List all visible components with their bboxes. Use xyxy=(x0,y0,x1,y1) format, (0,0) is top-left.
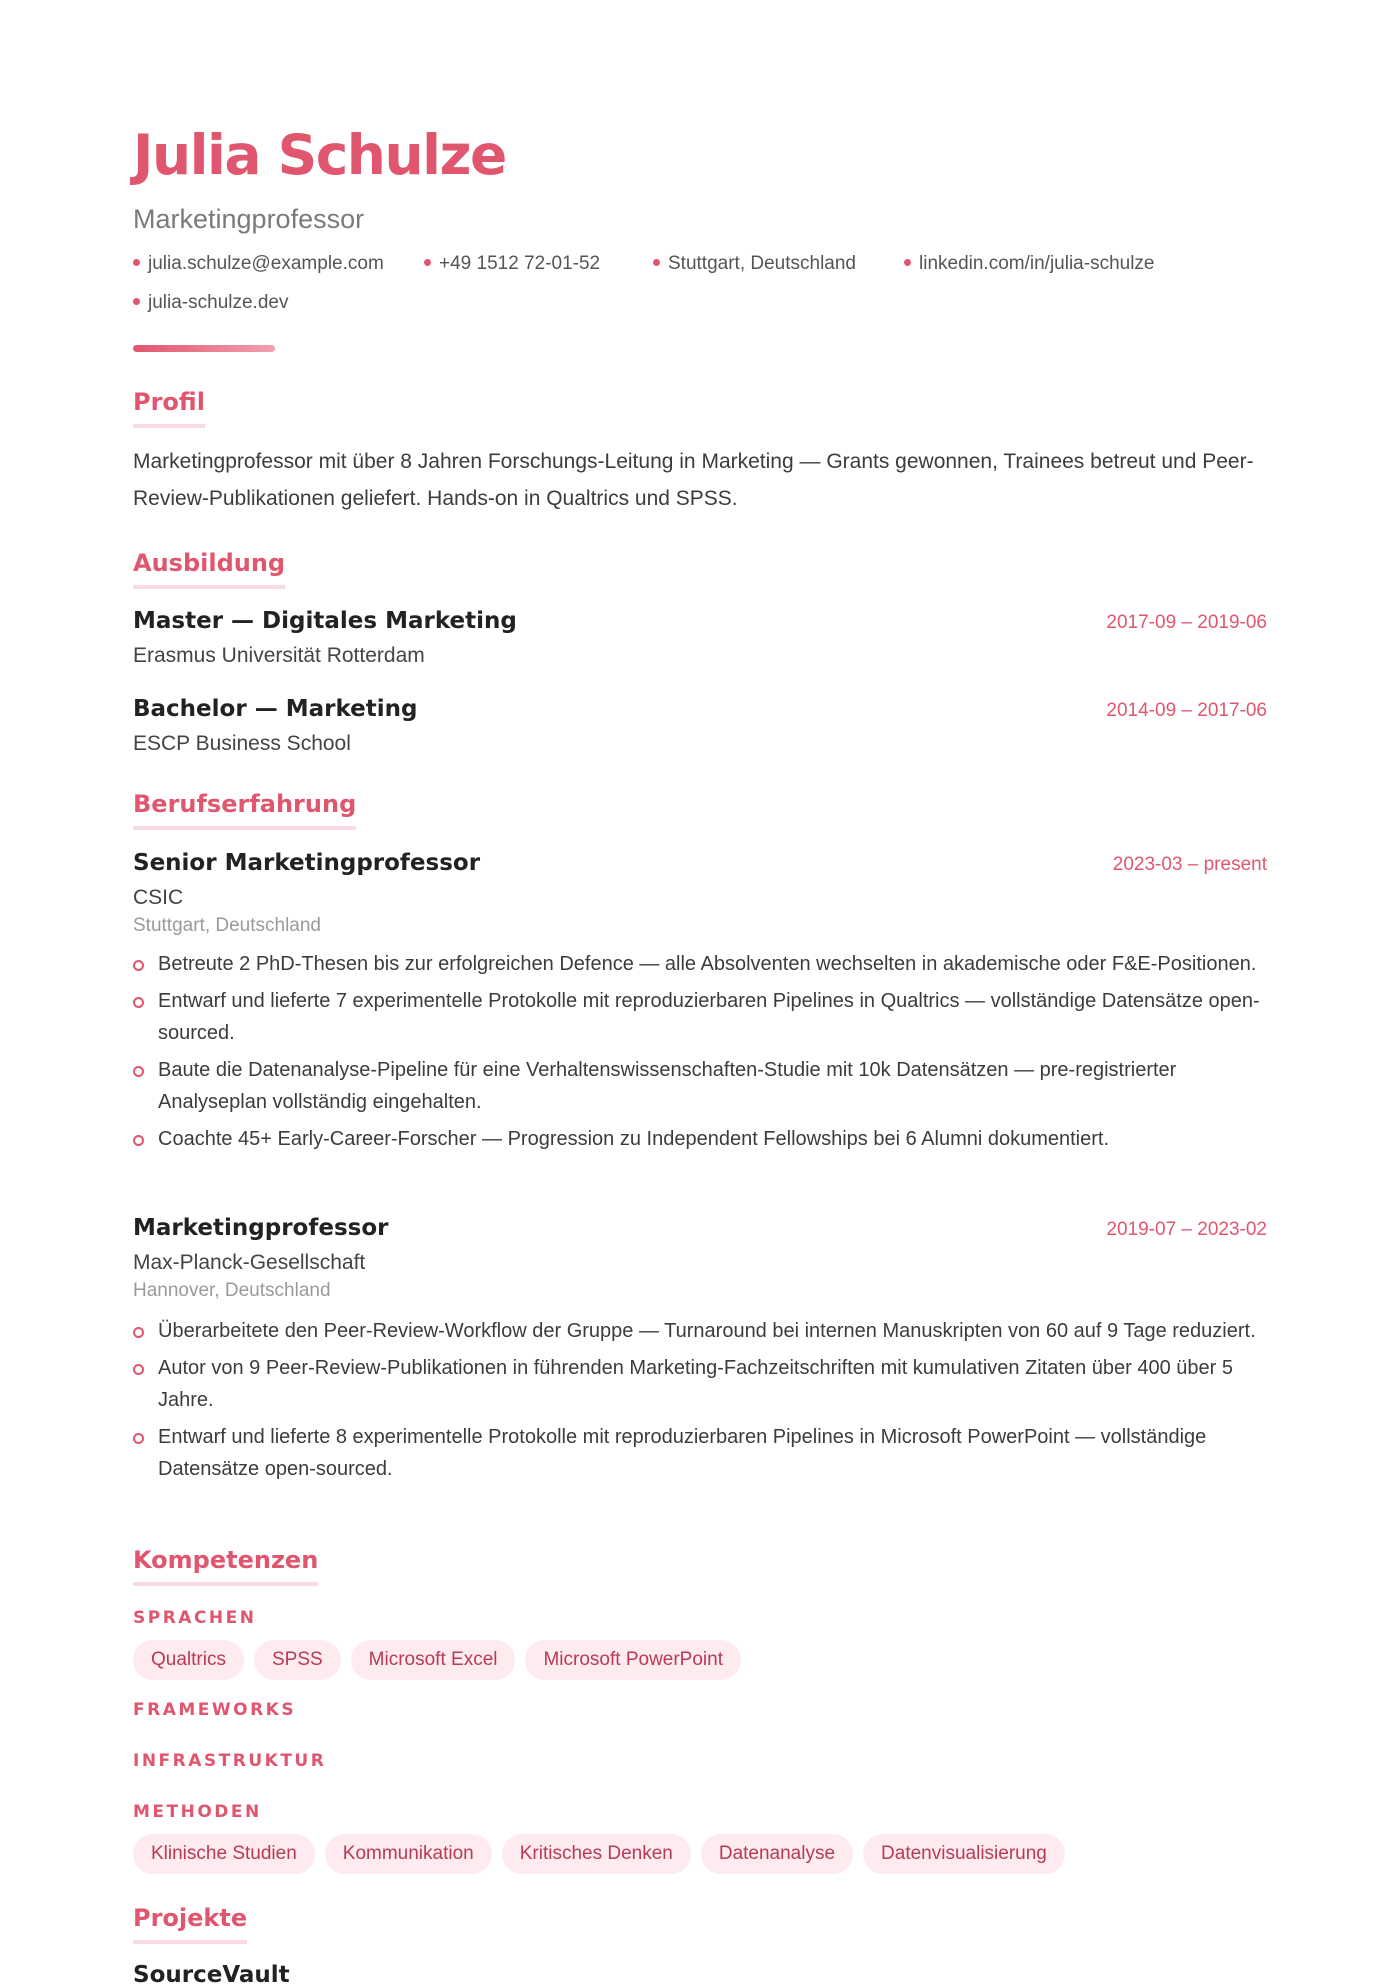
experience-bullet: Betreute 2 PhD-Thesen bis zur erfolgreichen Defence — alle Absolventen wechselten in akademische oder F&E-Positionen. xyxy=(133,948,1267,980)
skill-tag: Microsoft PowerPoint xyxy=(525,1640,741,1680)
experience-dates: 2023-03 – present xyxy=(1112,854,1267,875)
education-degree: Bachelor — Marketing xyxy=(133,696,418,722)
skill-tag: Klinische Studien xyxy=(133,1834,315,1874)
skill-tag: Datenanalyse xyxy=(701,1834,853,1874)
bullet-ring-icon xyxy=(133,1364,144,1375)
bullet-ring-icon xyxy=(133,1066,144,1077)
contact-phone[interactable]: +49 1512 72-01-52 xyxy=(424,254,600,273)
experience-role: Senior Marketingprofessor xyxy=(133,850,481,876)
section-title-education: Ausbildung xyxy=(133,551,285,589)
education-dates: 2014-09 – 2017-06 xyxy=(1106,700,1267,721)
experience-bullet: Baute die Datenanalyse-Pipeline für eine Verhaltenswissenschaften-Studie mit 10k Datensätzen — pre-registrierter Analyseplan vollständig eingehalten. xyxy=(133,1054,1267,1118)
experience-bullet-list xyxy=(133,1315,1267,1490)
candidate-headline: Marketingprofessor xyxy=(133,204,365,234)
experience-bullet: Entwarf und lieferte 8 experimentelle Protokolle mit reproduzierbaren Pipelines in Microsoft PowerPoint — vollständige Datensätze open-sourced. xyxy=(133,1421,1267,1485)
skill-tag: Microsoft Excel xyxy=(351,1640,516,1680)
skill-tag-list xyxy=(133,1640,741,1680)
contact-website[interactable]: julia-schulze.dev xyxy=(133,293,288,312)
skill-tag-list xyxy=(133,1834,1065,1874)
experience-company: CSIC xyxy=(133,886,184,909)
experience-location: Hannover, Deutschland xyxy=(133,1280,331,1301)
experience-bullet: Überarbeitete den Peer-Review-Workflow der Gruppe — Turnaround bei internen Manuskripten von 60 auf 9 Tage reduziert. xyxy=(133,1315,1267,1347)
education-school: ESCP Business School xyxy=(133,732,351,755)
skill-category-label: METHODEN xyxy=(133,1802,262,1822)
skill-category-label: INFRASTRUKTUR xyxy=(133,1751,327,1771)
skill-category-label: SPRACHEN xyxy=(133,1608,257,1628)
bullet-dot-icon xyxy=(904,259,911,266)
header-accent-bar xyxy=(133,345,275,352)
section-title-profile: Profil xyxy=(133,390,205,428)
section-title-experience: Berufserfahrung xyxy=(133,792,356,830)
bullet-dot-icon xyxy=(133,259,140,266)
candidate-name: Julia Schulze xyxy=(133,123,506,187)
education-dates: 2017-09 – 2019-06 xyxy=(1106,612,1267,633)
project-name: SourceVault xyxy=(133,1962,290,1988)
experience-bullet: Autor von 9 Peer-Review-Publikationen in führenden Marketing-Fachzeitschriften mit kumulativen Zitaten über 400 über 5 Jahre. xyxy=(133,1352,1267,1416)
skill-tag: Datenvisualisierung xyxy=(863,1834,1065,1874)
bullet-dot-icon xyxy=(133,298,140,305)
experience-bullet: Entwarf und lieferte 7 experimentelle Protokolle mit reproduzierbaren Pipelines in Qualtrics — vollständige Datensätze open-sourced. xyxy=(133,985,1267,1049)
education-school: Erasmus Universität Rotterdam xyxy=(133,644,425,667)
contact-linkedin[interactable]: linkedin.com/in/julia-schulze xyxy=(904,254,1155,273)
section-title-skills: Kompetenzen xyxy=(133,1548,318,1586)
contact-email[interactable]: julia.schulze@example.com xyxy=(133,254,384,273)
profile-summary: Marketingprofessor mit über 8 Jahren Forschungs-Leitung in Marketing — Grants gewonnen, Trainees betreut und Peer-Review-Publikationen geliefert. Hands-on in Qualtrics und SPSS. xyxy=(133,450,1254,510)
bullet-dot-icon xyxy=(424,259,431,266)
skill-category-label: FRAMEWORKS xyxy=(133,1700,297,1720)
bullet-ring-icon xyxy=(133,1433,144,1444)
experience-dates: 2019-07 – 2023-02 xyxy=(1106,1219,1267,1240)
bullet-ring-icon xyxy=(133,997,144,1008)
bullet-ring-icon xyxy=(133,960,144,971)
skill-tag: Kritisches Denken xyxy=(502,1834,691,1874)
skill-tag: SPSS xyxy=(254,1640,341,1680)
bullet-ring-icon xyxy=(133,1327,144,1338)
experience-role: Marketingprofessor xyxy=(133,1215,389,1241)
bullet-ring-icon xyxy=(133,1135,144,1146)
experience-location: Stuttgart, Deutschland xyxy=(133,915,321,936)
contact-location: Stuttgart, Deutschland xyxy=(653,254,856,273)
skill-tag: Kommunikation xyxy=(325,1834,492,1874)
skill-tag: Qualtrics xyxy=(133,1640,244,1680)
education-degree: Master — Digitales Marketing xyxy=(133,608,517,634)
experience-bullet-list xyxy=(133,948,1267,1160)
bullet-dot-icon xyxy=(653,259,660,266)
section-title-projects: Projekte xyxy=(133,1906,247,1944)
experience-bullet: Coachte 45+ Early-Career-Forscher — Progression zu Independent Fellowships bei 6 Alumni dokumentiert. xyxy=(133,1123,1267,1155)
experience-company: Max-Planck-Gesellschaft xyxy=(133,1251,366,1274)
